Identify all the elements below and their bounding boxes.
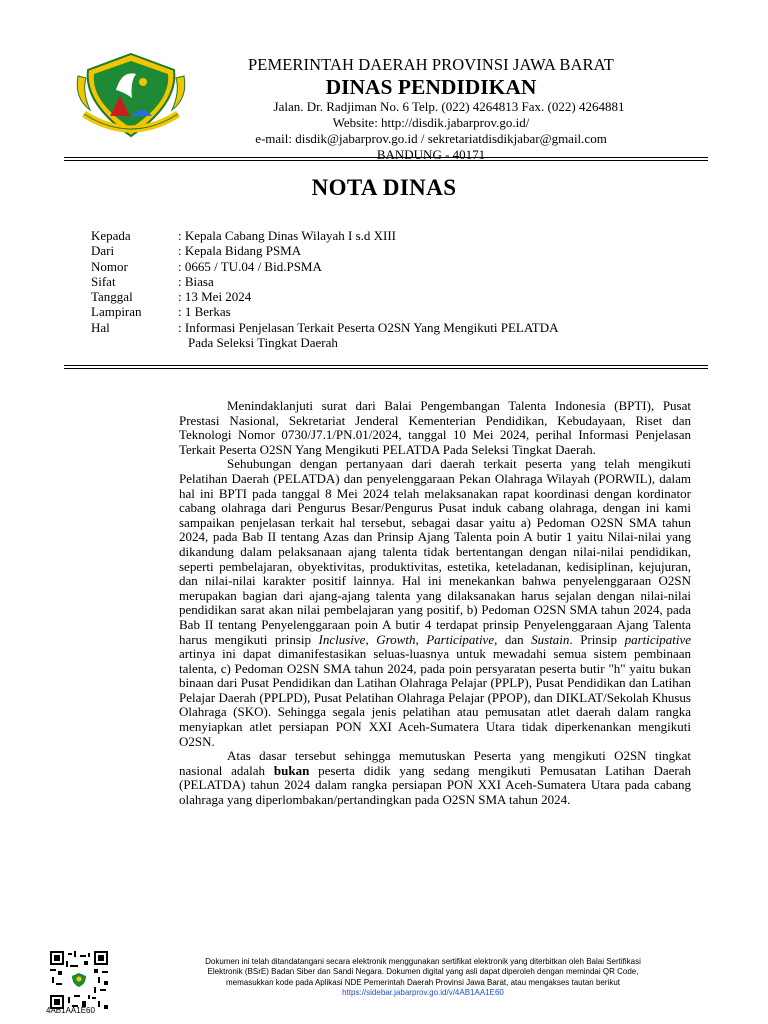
- jawa-barat-emblem-logo: [72, 52, 190, 138]
- meta-divider-thick: [64, 365, 708, 366]
- document-title: NOTA DINAS: [311, 175, 457, 200]
- verification-link[interactable]: https://sidebar.jabarprov.go.id/v/4AB1AA1E60: [342, 988, 504, 998]
- meta-value: : Biasa: [178, 273, 214, 289]
- meta-label: Dari: [91, 243, 115, 259]
- meta-row-sifat: [91, 274, 559, 289]
- e-signature-notice: [128, 957, 718, 999]
- meta-label: Lampiran: [91, 304, 142, 320]
- meta-row-kepada: [91, 228, 559, 243]
- meta-row-lampiran: [91, 304, 559, 319]
- meta-row-dari: [91, 243, 559, 258]
- meta-divider-thin: [64, 368, 708, 369]
- qr-code[interactable]: [50, 951, 108, 1009]
- meta-value: : Kepala Bidang PSMA: [178, 243, 302, 259]
- address-line: Jalan. Dr. Radjiman No. 6 Telp. (022) 4264813 Fax. (022) 4264881: [273, 99, 625, 114]
- meta-label: Hal: [91, 319, 110, 335]
- footer-line-2: Elektronik (BSrE) Badan Siber dan Sandi Negara. Dokumen digital yang asli dapat diperoleh dengan memindai QR Code,: [207, 967, 639, 977]
- memo-details: [91, 228, 559, 350]
- meta-label: Kepada: [91, 228, 131, 243]
- header-divider-thick: [64, 157, 708, 158]
- meta-value: : Informasi Penjelasan Terkait Peserta O2SN Yang Mengikuti PELATDA: [178, 319, 559, 335]
- header-divider-thin: [64, 160, 708, 161]
- meta-label: Sifat: [91, 273, 116, 289]
- footer-line-3: memasukkan kode pada Aplikasi NDE Pemerintah Daerah Provinsi Jawa Barat, atau mengakses tautan berikut: [226, 977, 620, 987]
- paragraph-2: Sehubungan dengan pertanyaan dari daerah terkait peserta yang telah mengikuti Pelatihan Daerah (PELATDA) dan penyelenggaraan Pekan Olahraga Wilayah (PORWIL), dalam hal ini BPTI pada tanggal 8 Mei 2024 telah melaksanakan rapat koordinasi dengan kordinator cabang olahraga dari Pengurus Besar/Pengurus Pusat induk cabang olahraga, dengan ini kami sampaikan penjelasan terkait hal tersebut, sebagai dasar yaitu a) Pedoman O2SN SMA tahun 2024, pada Bab II tentang Azas dan Prinsip Ajang Talenta poin A butir 1 yaitu Nilai-nilai yang dikandung dalam pelaksanaan ajang talenta tidak bertentangan dengan nilai-nilai pendidikan, seperti pembelajaran, obyektivitas, produktivitas, estetika, keteladanan, kedisiplinan, kejujuran, dan nilai-nilai karakter positif lainnya. Hal ini menekankan bahwa penyelenggaraan O2SN merupakan bagian dari ajang-ajang talenta yang dilaksanakan harus sejalan dengan nilai-nilai pendidikan sarat akan nilai pembelajaran yang positif, b) Pedoman O2SN SMA tahun 2024, pada Bab II tentang Penyelenggaraan poin A butir 4 terdapat prinsip Penyelenggaraan Ajang Talenta harus mengikuti prinsip Inclusive, Growth, Participative, dan Sustain. Prinsip participative artinya ini dapat dimanifestasikan seluas-luasnya untuk mewadahi semua sistem pembinaan talenta, c) Pedoman O2SN SMA tahun 2024, pada poin persyaratan peserta butir "h" yaitu bukan binaan dari Pusat Pendidikan dan Latihan Olahraga Pelajar (PPLP), Pusat Pendidikan dan Latihan Pelajar Daerah (PPLPD), Pusat Pelatihan Olahraga Pelajar (PPOP), dan DIKLAT/Sekolah Khusus Olahraga (SKO). Sehingga segala jenis pelatihan atau pemusatan atlet daerah dalam rangka menyiapkan atlet persiapan PON XXI Aceh-Sumatera Utara tidak diperkenankan mengikuti O2SN.: [179, 456, 691, 749]
- memo-body: [179, 399, 691, 808]
- meta-label: Nomor: [91, 258, 128, 274]
- department-name: DINAS PENDIDIKAN: [325, 75, 537, 99]
- meta-row-tanggal: [91, 289, 559, 304]
- meta-row-hal: [91, 320, 559, 335]
- meta-value: : 0665 / TU.04 / Bid.PSMA: [178, 258, 322, 274]
- letterhead: [200, 55, 662, 163]
- meta-value: : Kepala Cabang Dinas Wilayah I s.d XIII: [178, 228, 397, 243]
- email-line[interactable]: e-mail: disdik@jabarprov.go.id / sekretariatdisdikjabar@gmail.com: [255, 131, 607, 146]
- meta-value-continued: Pada Seleksi Tingkat Daerah: [188, 335, 338, 351]
- meta-value: : 1 Berkas: [178, 304, 231, 320]
- meta-row-nomor: [91, 259, 559, 274]
- paragraph-3: Atas dasar tersebut sehingga memutuskan Peserta yang mengikuti O2SN tingkat nasional adalah bukan peserta didik yang sedang mengikuti Pemusatan Latihan Daerah (PELATDA) tahun 2024 dalam rangka persiapan PON XXI Aceh-Sumatera Utara pada cabang olahraga yang diperlombakan/pertandingkan pada O2SN SMA tahun 2024.: [179, 748, 691, 808]
- qr-code-text: 4AB1AA1E60: [46, 1006, 95, 1015]
- footer-line-1: Dokumen ini telah ditandatangani secara elektronik menggunakan sertifikat elektronik yang diterbitkan oleh Balai Sertifikasi: [205, 957, 641, 966]
- paragraph-1: Menindaklanjuti surat dari Balai Pengembangan Talenta Indonesia (BPTI), Pusat Prestasi Nasional, Sekretariat Jenderal Kementerian Pendidikan, Kebudayaan, Riset dan Teknologi Nomor 0730/J7.1/PN.01/2024, tanggal 10 Mei 2024, perihal Informasi Penjelasan Terkait Peserta O2SN Yang Mengikuti PELATDA Pada Seleksi Tingkat Daerah.: [179, 398, 691, 457]
- government-name: PEMERINTAH DAERAH PROVINSI JAWA BARAT: [248, 55, 614, 74]
- city-line: BANDUNG - 40171: [376, 147, 486, 162]
- meta-label: Tanggal: [91, 289, 133, 305]
- website-line[interactable]: Website: http://disdik.jabarprov.go.id/: [332, 115, 530, 130]
- meta-value: : 13 Mei 2024: [178, 289, 252, 305]
